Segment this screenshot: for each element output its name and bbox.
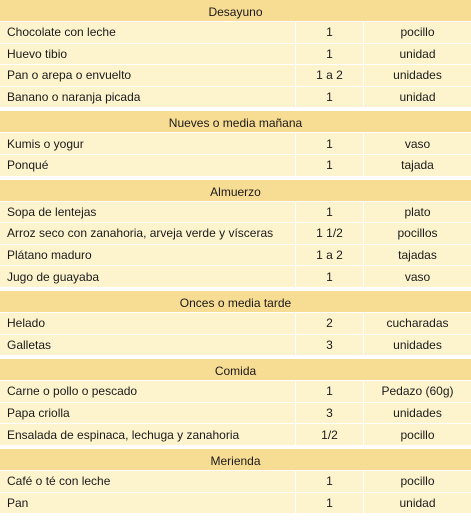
table-row [0, 223, 471, 245]
table-row [0, 87, 471, 109]
food-name: Banano o naranja picada [0, 87, 296, 108]
food-name: Arroz seco con zanahoria, arveja verde y vísceras [0, 223, 296, 244]
food-quantity: 1 [296, 471, 364, 492]
section-title: Desayuno [208, 5, 263, 19]
table-row [0, 133, 471, 155]
table-row [0, 471, 471, 493]
food-name: Pan [0, 493, 296, 514]
food-name: Kumis o yogur [0, 133, 296, 154]
table-row [0, 245, 471, 267]
food-quantity: 1 [296, 87, 364, 108]
food-unit: pocillos [397, 226, 438, 241]
section-header [0, 449, 471, 471]
food-name: Jugo de guayaba [0, 266, 296, 287]
food-unit: unidad [399, 46, 436, 61]
table-row [0, 403, 471, 425]
food-unit: Pedazo (60g) [381, 384, 454, 399]
food-name: Pan o arepa o envuelto [0, 65, 296, 86]
section-title: Merienda [210, 454, 261, 468]
section-title: Comida [214, 364, 257, 379]
section-title: Onces o media tarde [179, 296, 292, 310]
table-row [0, 202, 471, 224]
food-quantity: 1/2 [296, 424, 364, 445]
table-row [0, 266, 471, 288]
food-unit: unidad [399, 495, 436, 510]
food-name: Galletas [0, 335, 296, 356]
food-unit: plato [404, 204, 431, 219]
food-quantity: 1 [296, 266, 364, 287]
food-unit: pocillo [400, 25, 435, 40]
food-quantity: 2 [296, 313, 364, 334]
food-unit: unidades [393, 68, 442, 83]
food-unit: cucharadas [386, 316, 449, 331]
food-name: Helado [0, 313, 296, 334]
table-row [0, 65, 471, 87]
section-header [0, 291, 471, 313]
section-header [0, 0, 471, 22]
table-row [0, 381, 471, 403]
food-quantity: 1 1/2 [296, 223, 364, 244]
food-unit: tajadas [398, 248, 437, 263]
food-quantity: 3 [296, 335, 364, 356]
table-row [0, 424, 471, 446]
section-header [0, 359, 471, 381]
food-name: Huevo tibio [0, 44, 296, 65]
section-header [0, 180, 471, 202]
food-name: Café o té con leche [0, 471, 296, 492]
food-quantity: 1 [296, 22, 364, 43]
food-quantity: 1 [296, 155, 364, 176]
food-quantity: 1 [296, 202, 364, 223]
food-unit: vaso [404, 269, 431, 284]
table-row [0, 22, 471, 44]
food-name: Ensalada de espinaca, lechuga y zanahoria [0, 424, 296, 445]
food-quantity: 3 [296, 403, 364, 424]
table-row [0, 493, 471, 515]
table-row [0, 335, 471, 357]
food-name: Ponqué [0, 155, 296, 176]
section-title: Nueves o media mañana [168, 116, 303, 131]
table-row [0, 44, 471, 66]
food-unit: unidades [393, 337, 442, 352]
food-name: Sopa de lentejas [0, 202, 296, 223]
food-quantity: 1 [296, 44, 364, 65]
food-unit: tajada [401, 158, 434, 173]
section-header [0, 111, 471, 133]
food-name: Plátano maduro [0, 245, 296, 266]
food-quantity: 1 [296, 493, 364, 514]
food-quantity: 1 [296, 133, 364, 154]
food-name: Papa criolla [0, 403, 296, 424]
food-quantity: 1 a 2 [296, 245, 364, 266]
food-quantity: 1 [296, 381, 364, 402]
food-name: Carne o pollo o pescado [0, 381, 296, 402]
section-title: Almuerzo [210, 184, 261, 199]
food-unit: pocillo [400, 427, 435, 442]
table-row [0, 313, 471, 335]
food-quantity: 1 a 2 [296, 65, 364, 86]
food-unit: vaso [404, 136, 431, 151]
food-unit: unidad [399, 90, 436, 105]
food-unit: unidades [393, 406, 442, 421]
food-name: Chocolate con leche [0, 22, 296, 43]
food-unit: pocillo [400, 474, 435, 489]
table-row [0, 155, 471, 177]
